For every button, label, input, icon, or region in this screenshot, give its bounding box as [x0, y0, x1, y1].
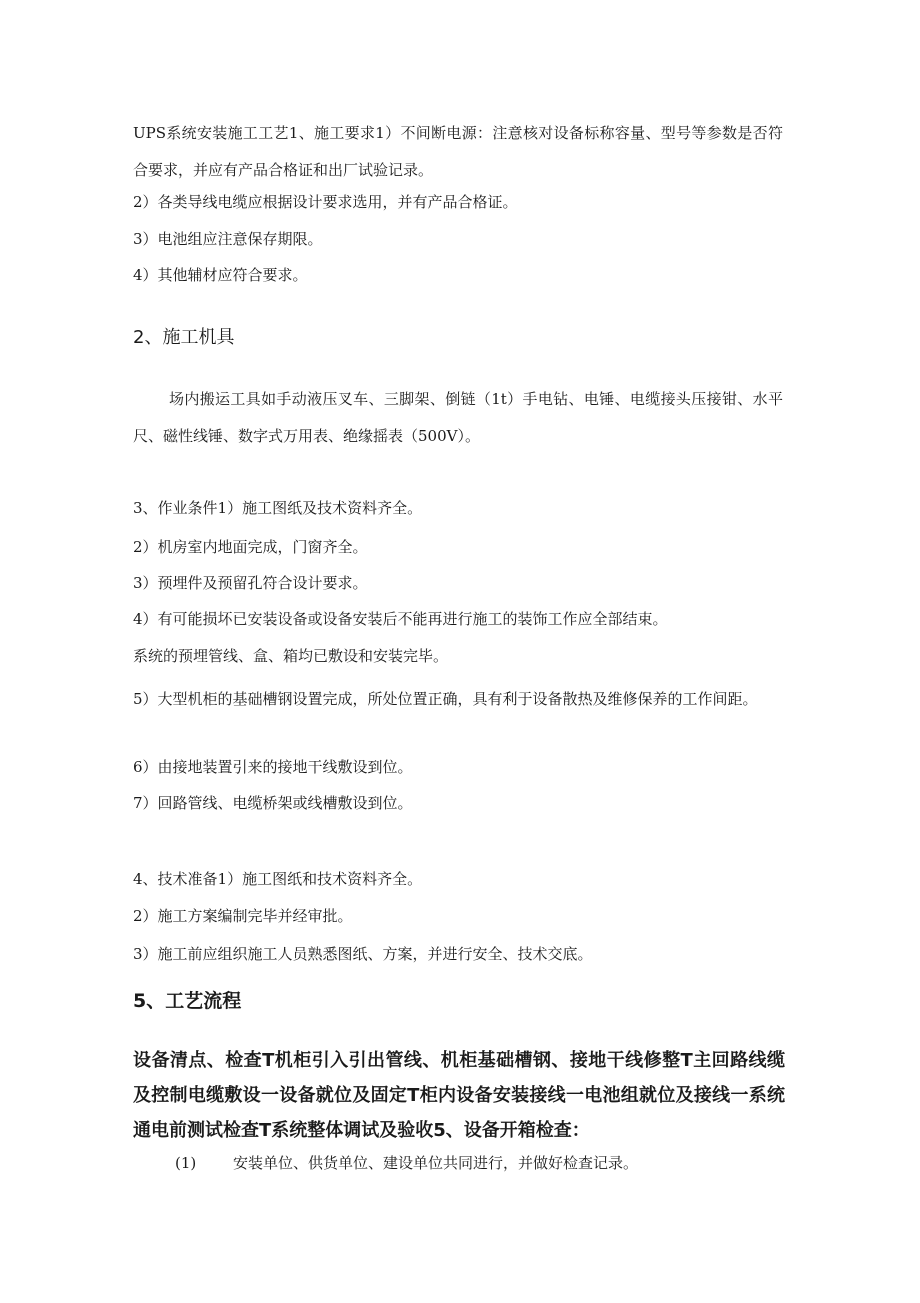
list-number: (1) — [175, 1154, 197, 1172]
section3-note: 系统的预埋管线、盒、箱均已敷设和安装完毕。 — [133, 647, 449, 665]
section3-item-6: 6）由接地装置引来的接地干线敷设到位。 — [133, 758, 413, 776]
section2-heading: 2、施工机具 — [133, 327, 235, 348]
section3-line-1: 3、作业条件1）施工图纸及技术资料齐全。 — [133, 499, 423, 517]
section4-item-3: 3）施工前应组织施工人员熟悉图纸、方案，并进行安全、技术交底。 — [133, 945, 593, 963]
section1-intro-paragraph: UPS系统安装施工工艺1、施工要求1）不间断电源：注意核对设备标称容量、型号等参数是否符合要求，并应有产品合格证和出厂试验记录。 — [133, 124, 783, 179]
section1-item-3: 3）电池组应注意保存期限。 — [133, 230, 323, 248]
section3-item-5: 5）大型机柜的基础槽钢设置完成，所处位置正确，具有利于设备散热及维修保养的工作间距。 — [133, 690, 758, 708]
section5-list-item-1 — [175, 1153, 638, 1173]
section2-body: 场内搬运工具如手动液压叉车、三脚架、倒链（1t）手电钻、电锤、电缆接头压接钳、水平尺、磁性线锤、数字式万用表、绝缘摇表（500V）。 — [133, 390, 783, 445]
section5-flow-paragraph: 设备清点、检查T机柜引入引出管线、机柜基础槽钢、接地干线修整T主回路线缆及控制电缆敷设一设备就位及固定T柜内设备安装接线一电池组就位及接线一系统通电前测试检查T系统整体调试及验收5、设备开箱检查： — [133, 1050, 785, 1141]
section5-heading: 5、工艺流程 — [133, 990, 242, 1012]
section3-item-3: 3）预埋件及预留孔符合设计要求。 — [133, 574, 368, 592]
section1-item-2: 2）各类导线电缆应根据设计要求选用，并有产品合格证。 — [133, 193, 518, 211]
section3-item-2: 2）机房室内地面完成，门窗齐全。 — [133, 538, 368, 556]
section3-item-7: 7）回路管线、电缆桥架或线槽敷设到位。 — [133, 794, 413, 812]
section3-item-4: 4）有可能损坏已安装设备或设备安装后不能再进行施工的装饰工作应全部结束。 — [133, 610, 668, 628]
list-item-text: 安装单位、供货单位、建设单位共同进行，并做好检查记录。 — [233, 1154, 639, 1172]
section4-item-2: 2）施工方案编制完毕并经审批。 — [133, 907, 353, 925]
section4-line-1: 4、技术准备1）施工图纸和技术资料齐全。 — [133, 870, 423, 888]
section1-item-4: 4）其他辅材应符合要求。 — [133, 266, 308, 284]
